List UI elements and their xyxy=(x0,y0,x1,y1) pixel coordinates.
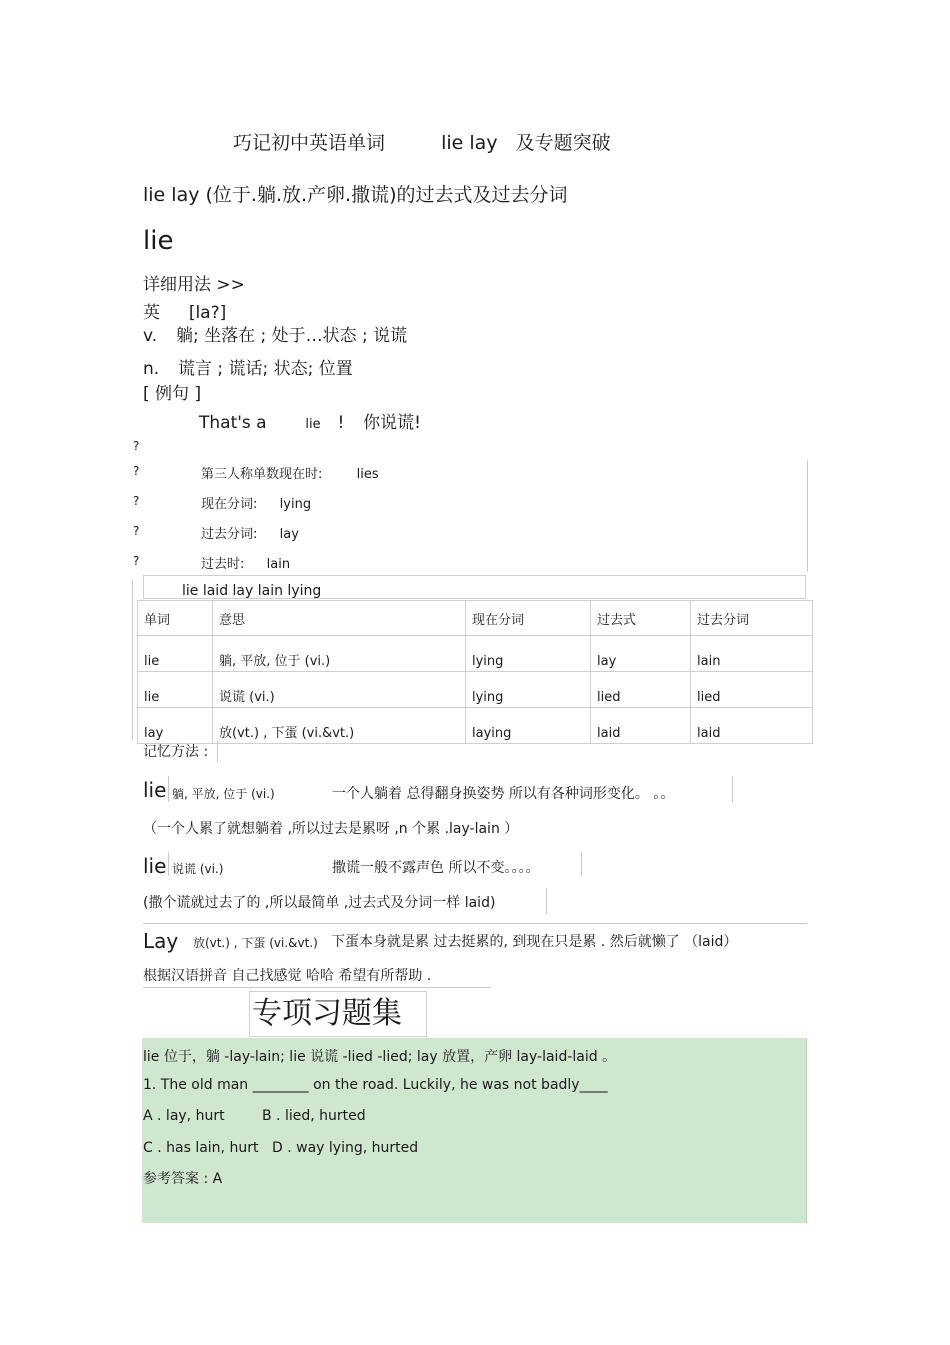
memory-note: （一个人累了就想躺着 ,所以过去是累呀 ,n 个累 .lay-lain ） xyxy=(143,821,519,837)
exercise-answer: 参考答案 : A xyxy=(143,1171,223,1187)
table-cell: 放(vt.) , 下蛋 (vi.&vt.) xyxy=(213,708,466,744)
definition-verb xyxy=(143,321,407,346)
table-cell: lied xyxy=(691,672,813,708)
table-header: 现在分词 xyxy=(466,601,591,636)
inflection-value: lies xyxy=(356,467,379,482)
definition-noun xyxy=(143,354,353,379)
exercise-option-a: A . lay, hurt xyxy=(143,1108,225,1124)
table-cell: lied xyxy=(591,672,691,708)
memory-gloss: 说谎 (vi.) xyxy=(172,862,224,876)
exercise-option-d: D . way lying, hurted xyxy=(272,1140,419,1156)
table-cell: laying xyxy=(466,708,591,744)
exercise-option-c: C . has lain, hurt xyxy=(143,1140,259,1156)
pron-label: 英 xyxy=(143,303,160,323)
memory-gloss: 躺, 平放, 位于 (vi.) xyxy=(172,787,275,801)
def-pos: n. xyxy=(143,359,160,379)
inflection-past-participle xyxy=(201,523,299,542)
inflection-label: 过去分词: xyxy=(201,527,258,542)
table-row xyxy=(138,636,813,672)
table-header: 过去分词 xyxy=(691,601,813,636)
bullet-marker: ? xyxy=(133,439,140,453)
table-header: 过去式 xyxy=(591,601,691,636)
memory-text: 一个人躺着 总得翻身换姿势 所以有各种词形变化。 。。 xyxy=(332,786,675,802)
table-cell: lie xyxy=(138,672,213,708)
inflection-past-tense xyxy=(201,553,290,572)
inflection-value: lying xyxy=(279,497,312,512)
example-en: That's a xyxy=(199,413,267,433)
inflection-label: 过去时: xyxy=(201,557,245,572)
def-text: 谎言 ; 谎话; 状态; 位置 xyxy=(178,359,353,379)
memory-word: lie xyxy=(143,778,167,802)
table-cell: 说谎 (vi.) xyxy=(213,672,466,708)
table-cell: lain xyxy=(691,636,813,672)
memory-closing: 根据汉语拼音 自己找感觉 哈哈 希望有所帮助 . xyxy=(143,968,432,984)
frame-line xyxy=(732,776,733,802)
example-heading: [ 例句 ] xyxy=(143,384,202,404)
frame-line xyxy=(217,740,218,762)
frame-line xyxy=(132,580,133,740)
pron-ipa: [la?] xyxy=(188,303,227,323)
def-text: 躺; 坐落在 ; 处于…状态 ; 说谎 xyxy=(175,326,408,346)
table-cell: 躺, 平放, 位于 (vi.) xyxy=(213,636,466,672)
bullet-marker: ? xyxy=(133,494,140,508)
memory-word: Lay xyxy=(143,929,179,953)
frame-line xyxy=(581,852,582,876)
inflection-value: lain xyxy=(266,557,291,572)
def-pos: v. xyxy=(143,326,158,346)
subtitle: lie lay (位于.躺.放.产卵.撒谎)的过去式及过去分词 xyxy=(143,184,568,206)
table-cell: lie xyxy=(138,636,213,672)
memory-heading: 记忆方法 : xyxy=(143,744,209,760)
frame-line xyxy=(143,987,491,988)
forms-line: lie laid lay lain lying xyxy=(143,575,806,599)
title-words: lie lay xyxy=(441,132,498,154)
bullet-marker: ? xyxy=(133,554,140,568)
exercise-summary: lie 位于，躺 -lay-lain; lie 说谎 -lied -lied; lay 放置，产卵 lay-laid-laid 。 xyxy=(143,1049,617,1065)
table-cell: lay xyxy=(138,708,213,744)
page-title xyxy=(233,128,611,155)
memory-gloss: 放(vt.) , 下蛋 (vi.&vt.) xyxy=(193,936,318,950)
example-zh: 你说谎! xyxy=(363,413,421,433)
memory-text: 下蛋本身就是累 过去挺累的, 到现在只是累 . 然后就懒了 （laid） xyxy=(331,934,738,950)
table-cell: laid xyxy=(691,708,813,744)
table-row xyxy=(138,672,813,708)
inflection-label: 现在分词: xyxy=(201,497,258,512)
pronunciation xyxy=(143,298,226,323)
example-excl: ! xyxy=(337,413,345,433)
table-cell: laid xyxy=(591,708,691,744)
bullet-marker: ? xyxy=(133,464,140,478)
frame-line xyxy=(546,888,547,914)
inflection-third-person xyxy=(201,463,379,482)
memory-word: lie xyxy=(143,854,167,878)
table-row xyxy=(138,708,813,744)
bullet-marker: ? xyxy=(133,524,140,538)
inflection-label: 第三人称单数现在时: xyxy=(201,467,323,482)
table-cell: lying xyxy=(466,636,591,672)
memory-text: 撒谎一般不露声色 所以不变。。。。 xyxy=(332,860,540,876)
table-header: 意思 xyxy=(213,601,466,636)
frame-line xyxy=(168,852,169,876)
word-forms-table xyxy=(137,600,813,744)
headword: lie xyxy=(143,226,174,256)
frame-line xyxy=(168,776,169,802)
table-header-row xyxy=(138,601,813,636)
table-header: 单词 xyxy=(138,601,213,636)
table-cell: lay xyxy=(591,636,691,672)
exercise-option-b: B . lied, hurted xyxy=(262,1108,366,1124)
table-cell: lying xyxy=(466,672,591,708)
example-sentence xyxy=(199,408,421,433)
frame-line xyxy=(143,923,807,924)
exercise-question: 1. The old man ________ on the road. Luckily, he was not badly____ xyxy=(143,1077,608,1093)
detail-link[interactable]: 详细用法 >> xyxy=(143,275,245,295)
memory-note: (撒个谎就过去了的 ,所以最简单 ,过去式及分词一样 laid) xyxy=(143,895,496,911)
exercise-heading: 专项习题集 xyxy=(249,991,427,1037)
title-text: 巧记初中英语单词 xyxy=(233,132,386,154)
title-suffix: 及专题突破 xyxy=(515,132,611,154)
frame-line xyxy=(807,460,808,572)
example-word: lie xyxy=(305,417,321,432)
inflection-present-participle xyxy=(201,493,311,512)
inflection-value: lay xyxy=(279,527,299,542)
